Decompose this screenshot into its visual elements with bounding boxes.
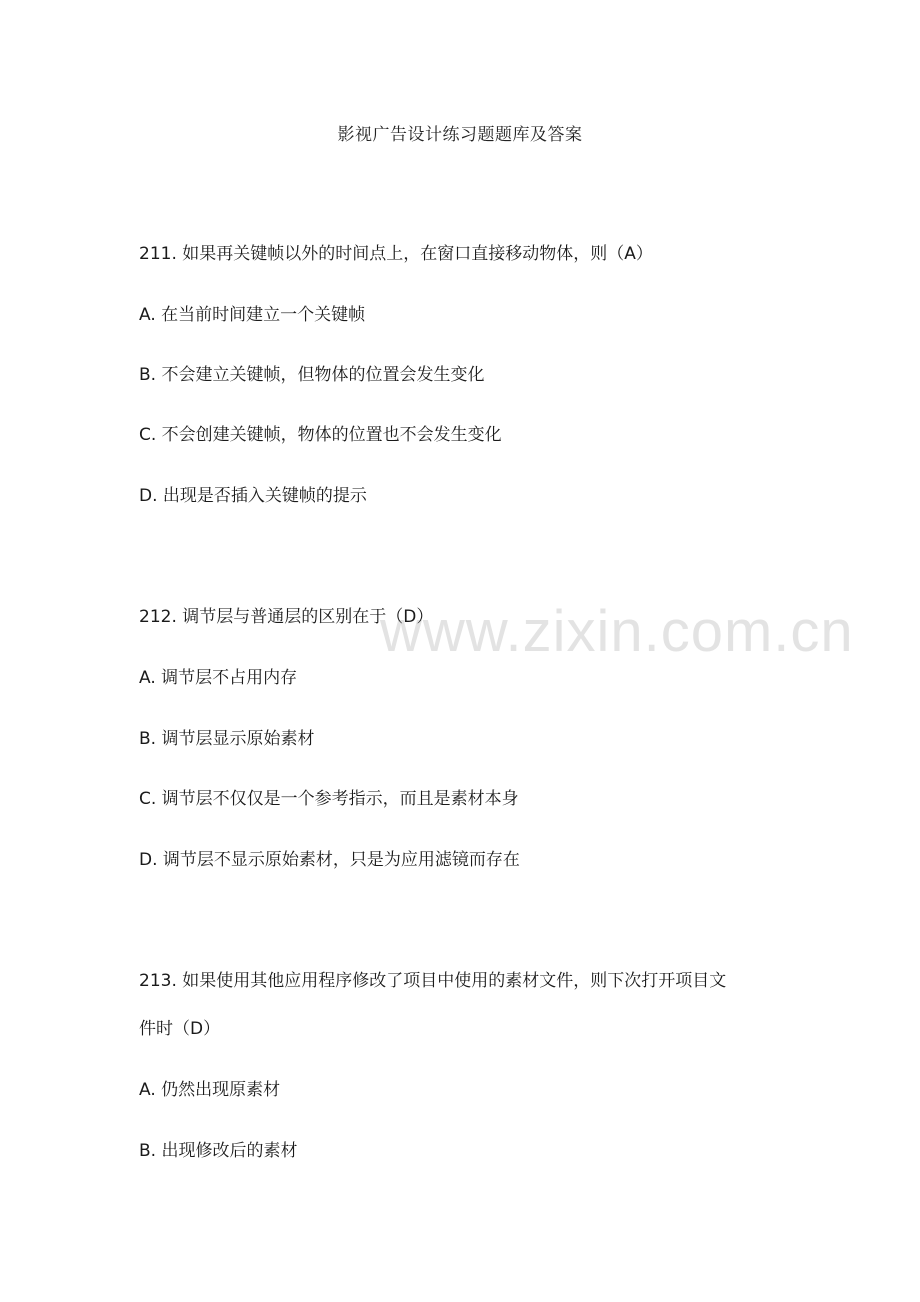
question-213-stem-line-1: 213. 如果使用其他应用程序修改了项目中使用的素材文件，则下次打开项目文	[139, 971, 727, 991]
document-title: 影视广告设计练习题题库及答案	[337, 125, 583, 145]
question-212-option-b: B. 调节层显示原始素材	[139, 729, 315, 749]
question-212-option-c: C. 调节层不仅仅是一个参考指示，而且是素材本身	[139, 789, 519, 809]
question-211-option-d: D. 出现是否插入关键帧的提示	[139, 486, 367, 506]
question-211-option-a: A. 在当前时间建立一个关键帧	[139, 305, 366, 325]
question-211-option-c: C. 不会创建关键帧，物体的位置也不会发生变化	[139, 425, 502, 445]
question-212-option-a: A. 调节层不占用内存	[139, 668, 298, 688]
question-211-option-b: B. 不会建立关键帧，但物体的位置会发生变化	[139, 365, 485, 385]
question-213-option-b: B. 出现修改后的素材	[139, 1141, 298, 1161]
question-213-stem-line-2: 件时（D）	[139, 1019, 221, 1039]
question-212-option-d: D. 调节层不显示原始素材，只是为应用滤镜而存在	[139, 850, 520, 870]
watermark: www.zixin.com.cn	[380, 599, 854, 664]
question-213-option-a: A. 仍然出现原素材	[139, 1080, 281, 1100]
question-211-stem: 211. 如果再关键帧以外的时间点上，在窗口直接移动物体，则（A）	[139, 244, 653, 264]
question-212-stem: 212. 调节层与普通层的区别在于（D）	[139, 607, 434, 627]
